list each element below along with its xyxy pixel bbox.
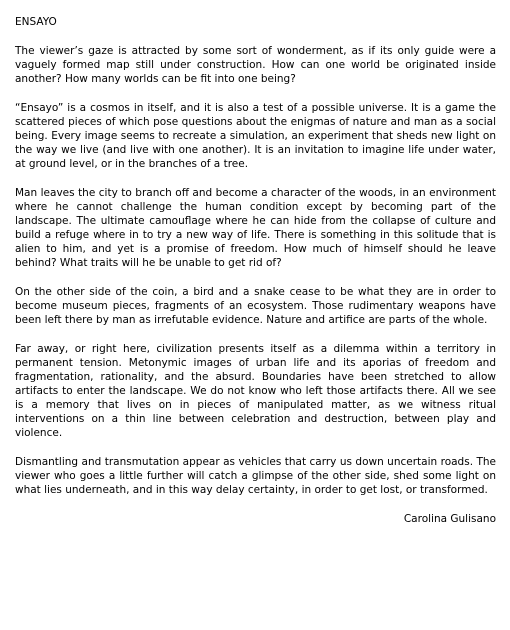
essay-title: ENSAYO bbox=[15, 16, 57, 28]
essay-paragraph-6: Dismantling and transmutation appear as vehicles that carry us down uncertain roads. The viewer who goes a little further will catch a glimpse of the other side, shed some light on what lies underneath, and in this way delay certainty, in order to get lost, or transformed. bbox=[15, 456, 496, 496]
essay-paragraph-5: Far away, or right here, civilization presents itself as a dilemma within a territory in permanent tension. Metonymic images of urban life and its aporias of freedom and fragmentation, rationality, and the absurd. Boundaries have been stretched to allow artifacts to enter the landscape. We do not know who left those artifacts there. All we see is a memory that lives on in pieces of manipulated matter, as we witness ritual interventions on a thin line between celebration and destruction, between play and violence. bbox=[15, 343, 496, 439]
essay-paragraph-2: “Ensayo” is a cosmos in itself, and it is also a test of a possible universe. It is a game the scattered pieces of which pose questions about the enigmas of nature and man as a social being. Every image seems to recreate a simulation, an experiment that sheds new light on the way we live (and live with one another). It is an invitation to imagine life under water, at ground level, or in the branches of a tree. bbox=[15, 102, 496, 170]
essay-page bbox=[15, 15, 496, 526]
essay-paragraph-3: Man leaves the city to branch off and become a character of the woods, in an environment where he cannot challenge the human condition except by becoming part of the landscape. The ultimate camouflage where he can hide from the collapse of culture and build a refuge where in to try a new way of life. There is something in this solitude that is alien to him, and yet is a promise of freedom. How much of himself should he leave behind? What traits will he be unable to get rid of? bbox=[15, 187, 496, 269]
essay-paragraph-1: The viewer’s gaze is attracted by some sort of wonderment, as if its only guide were a vaguely formed map still under construction. How can one world be originated inside another? How many worlds can be fit into one being? bbox=[15, 45, 496, 85]
essay-paragraph-4: On the other side of the coin, a bird and a snake cease to be what they are in order to become museum pieces, fragments of an ecosystem. Those rudimentary weapons have been left there by man as irrefutable evidence. Nature and artifice are parts of the whole. bbox=[15, 286, 496, 326]
author-signature: Carolina Gulisano bbox=[403, 513, 496, 525]
